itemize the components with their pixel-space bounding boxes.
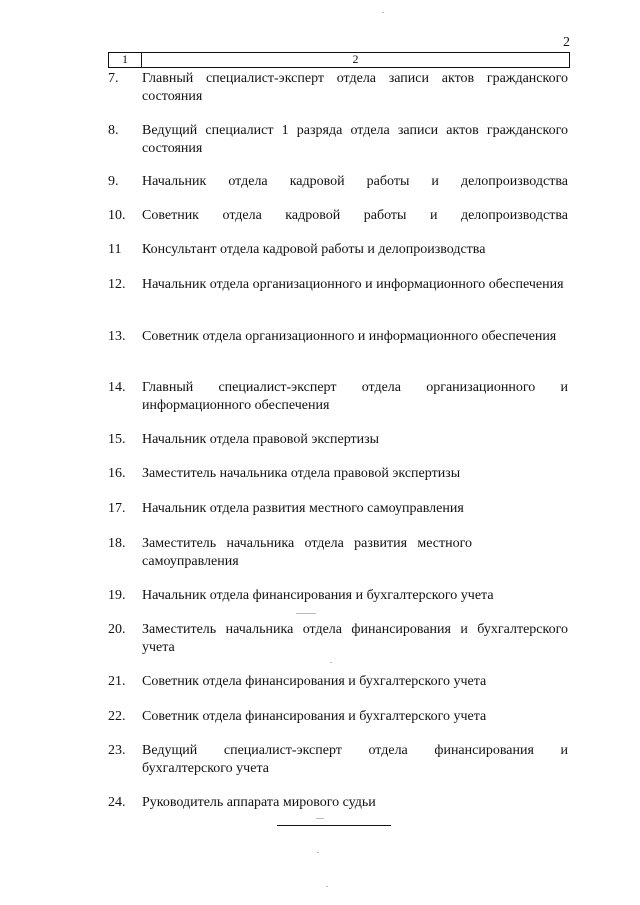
- list-item-number: 17.: [108, 501, 126, 516]
- list-item-text: Ведущий специалист 1 разряда отдела записи актов гражданского состояния: [142, 123, 568, 156]
- table-header: [108, 52, 570, 68]
- list-item: [108, 122, 568, 158]
- list-item: [108, 70, 568, 106]
- scan-speck: [330, 662, 332, 663]
- table-header-col-2: 2: [352, 52, 359, 66]
- list-item-number: 14.: [108, 380, 126, 395]
- list-item-number: 23.: [108, 743, 126, 758]
- list-item-text: Ведущий специалист-эксперт отдела финансирования и бухгалтерского учета: [142, 743, 568, 776]
- list-item-number: 21.: [108, 674, 126, 689]
- list-item: [108, 328, 568, 346]
- list-item-number: 24.: [108, 795, 126, 810]
- list-item-text: Советник отдела финансирования и бухгалтерского учета: [142, 709, 487, 724]
- list-item: [108, 621, 568, 657]
- list-item-text: Консультант отдела кадровой работы и делопроизводства: [142, 242, 486, 257]
- list-item-text: Руководитель аппарата мирового судьи: [142, 795, 376, 810]
- scan-speck: [326, 886, 328, 887]
- page-number: 2: [563, 35, 570, 50]
- list-item-number: 7.: [108, 71, 119, 86]
- list-item: [108, 673, 568, 691]
- list-item-number: 16.: [108, 466, 126, 481]
- list-item-number: 8.: [108, 123, 119, 138]
- list-item-text: Советник отдела финансирования и бухгалтерского учета: [142, 674, 487, 689]
- list-item-number: 19.: [108, 588, 126, 603]
- list-item-text: Начальник отдела организационного и информационного обеспечения: [142, 277, 564, 292]
- list-item-text: Заместитель начальника отдела финансирования и бухгалтерского учета: [142, 622, 568, 655]
- list-item-text: Начальник отдела правовой экспертизы: [142, 432, 380, 447]
- list-item: [108, 587, 568, 605]
- list-item-number: 12.: [108, 277, 126, 292]
- list-item-number: 10.: [108, 208, 126, 223]
- list-item: [108, 794, 568, 812]
- list-item-number: 18.: [108, 536, 126, 551]
- end-line: [277, 825, 391, 826]
- list-item-text: Советник отдела организационного и информационного обеспечения: [142, 329, 557, 344]
- list-item-text: Начальник отдела кадровой работы и делопроизводства: [142, 174, 568, 189]
- list-item-text: Главный специалист-эксперт отдела записи актов гражданского состояния: [142, 71, 568, 104]
- scan-speck: [382, 12, 384, 13]
- list-item: [108, 379, 568, 415]
- list-item-text: Советник отдела кадровой работы и делопроизводства: [142, 208, 568, 223]
- scan-speck: [316, 818, 324, 819]
- list-item: [108, 241, 568, 259]
- list-item: [108, 431, 568, 449]
- table-header-col-1: 1: [109, 53, 142, 67]
- list-item-text: Заместитель начальника отдела развития местного самоуправления: [142, 536, 472, 569]
- list-item-number: 15.: [108, 432, 126, 447]
- list-item-text: Начальник отдела финансирования и бухгалтерского учета: [142, 588, 494, 603]
- list-item: [108, 500, 568, 518]
- list-item-number: 22.: [108, 709, 126, 724]
- list-item: [108, 535, 568, 571]
- list-item-text: Начальник отдела развития местного самоуправления: [142, 501, 464, 516]
- list-item-number: 9.: [108, 174, 119, 189]
- list-item: [108, 276, 568, 294]
- list-item: [108, 173, 568, 191]
- list-item: [108, 207, 568, 225]
- list-item-number: 20.: [108, 622, 126, 637]
- list-item: [108, 465, 568, 483]
- scan-speck: [317, 852, 319, 853]
- list-item-number: 11: [108, 242, 122, 257]
- list-item: [108, 708, 568, 726]
- scan-speck: [296, 613, 316, 614]
- list-item-number: 13.: [108, 329, 126, 344]
- list-item-text: Главный специалист-эксперт отдела организационного и информационного обеспечения: [142, 380, 568, 413]
- list-item-text: Заместитель начальника отдела правовой экспертизы: [142, 466, 461, 481]
- list-item: [108, 742, 568, 778]
